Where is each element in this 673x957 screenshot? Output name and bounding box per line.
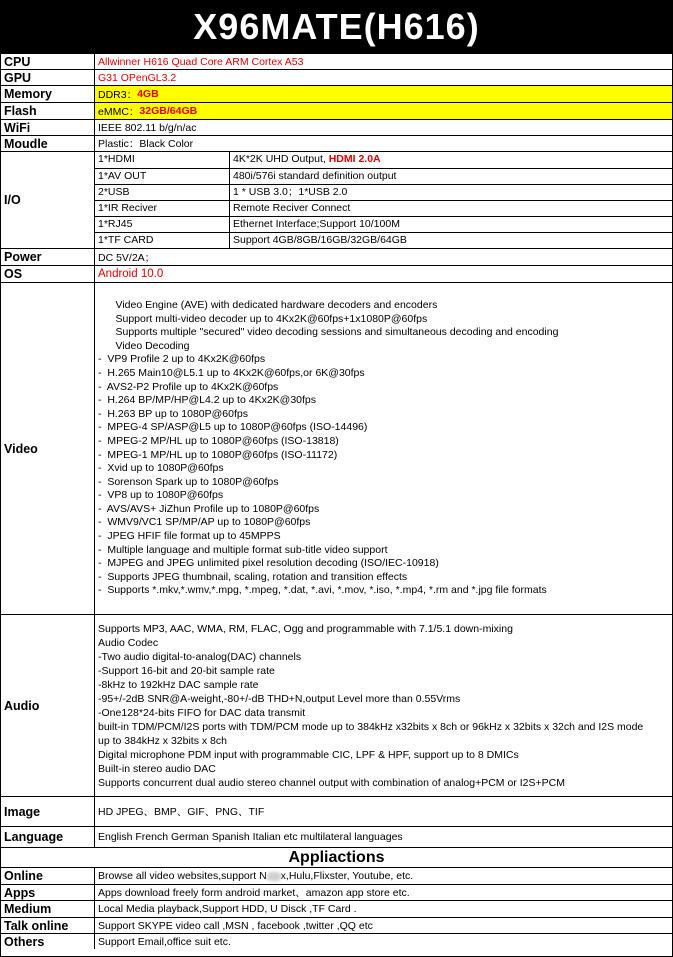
video-line: - MPEG-2 MP/HL up to 1080P@60fps (ISO-13818) xyxy=(98,434,339,447)
others-row xyxy=(1,933,672,949)
flash-value xyxy=(95,103,672,119)
audio-line: Supports concurrent dual audio stereo channel output with combination of analog+PCM or I2S+PCM xyxy=(98,776,565,789)
product-title: X96MATE(H616) xyxy=(1,1,672,53)
wifi-row xyxy=(1,119,672,135)
memory-value xyxy=(95,86,672,102)
video-line: - AVS/AVS+ JiZhun Profile up to 1080P@60fps xyxy=(98,502,320,515)
io-item xyxy=(95,232,672,248)
apps-label: Apps xyxy=(1,885,95,900)
language-label: Language xyxy=(1,827,95,847)
io-port: 1*TF CARD xyxy=(95,233,230,248)
video-line: - H.265 Main10@L5.1 up to 4Kx2K@60fps,or 6K@30fps xyxy=(98,366,365,379)
flash-size: 32GB/64GB xyxy=(139,105,198,117)
apps-row xyxy=(1,884,672,900)
video-spec-list xyxy=(95,283,558,614)
medium-label: Medium xyxy=(1,901,95,917)
io-item xyxy=(95,200,672,216)
io-desc: Support 4GB/8GB/16GB/32GB/64GB xyxy=(233,234,407,246)
memory-label: Memory xyxy=(1,86,95,102)
os-label: OS xyxy=(1,266,95,282)
audio-label: Audio xyxy=(1,615,95,796)
moudle-value: Plastic：Black Color xyxy=(98,138,194,150)
image-label: Image xyxy=(1,797,95,826)
wifi-value: IEEE 802.11 b/g/n/ac xyxy=(98,121,197,134)
audio-line: -8kHz to 192kHz DAC sample rate xyxy=(98,678,259,691)
audio-line: Supports MP3, AAC, WMA, RM, FLAC, Ogg and programmable with 7.1/5.1 down-mixing xyxy=(98,622,513,635)
video-line: - MPEG-4 SP/ASP@L5 up to 1080P@60fps (ISO-14496) xyxy=(98,421,368,434)
io-item xyxy=(95,152,672,168)
image-value: HD JPEG、BMP、GIF、PNG、TIF xyxy=(98,806,265,818)
video-line: - H.263 BP up to 1080P@60fps xyxy=(98,407,248,420)
gpu-label: GPU xyxy=(1,70,95,85)
wifi-label: WiFi xyxy=(1,120,95,135)
moudle-row xyxy=(1,135,672,151)
audio-line: -Support 16-bit and 20-bit sample rate xyxy=(98,664,275,677)
memory-type: DDR3： xyxy=(98,88,138,101)
audio-line: -95+/-2dB SNR@A-weight,-80+/-dB THD+N,output Level more than 0.55Vrms xyxy=(98,692,461,705)
audio-line: Digital microphone PDM input with programmable CIC, LPF & HPF, support up to 8 DMICs xyxy=(98,748,519,761)
power-value: DC 5V/2A； xyxy=(98,251,156,264)
memory-size: 4GB xyxy=(137,88,159,100)
video-line: - Multiple language and multiple format sub-title video support xyxy=(98,543,388,556)
io-port: 1*IR Reciver xyxy=(95,201,230,216)
video-line: - H.264 BP/MP/HP@L4.2 up to 4Kx2K@30fps xyxy=(98,394,317,407)
io-item xyxy=(95,216,672,232)
audio-line: built-in TDM/PCM/I2S ports with TDM/PCM mode up to 384kHz x32bits x 8ch or 96kHz x 32bits x 32ch and I2S mode xyxy=(98,720,644,733)
audio-spec-list xyxy=(95,615,643,796)
io-desc: 480i/576i standard definition output xyxy=(233,170,397,182)
video-line: - MPEG-1 MP/HL up to 1080P@60fps (ISO-11172) xyxy=(98,448,338,461)
video-line: Video Decoding xyxy=(98,339,190,352)
video-line: Support multi-video decoder up to 4Kx2K@60fps+1x1080P@60fps xyxy=(98,312,428,325)
video-line: Video Engine (AVE) with dedicated hardware decoders and encoders xyxy=(98,298,438,311)
cpu-label: CPU xyxy=(1,54,95,69)
language-row xyxy=(1,826,672,847)
online-text-end: x,Hulu,Flixster, Youtube, etc. xyxy=(280,870,414,882)
flash-row xyxy=(1,102,672,119)
video-line: - Supports JPEG thumbnail, scaling, rotation and transition effects xyxy=(98,570,408,583)
blurred-logo xyxy=(267,872,281,881)
video-row xyxy=(1,282,672,614)
flash-label: Flash xyxy=(1,103,95,119)
os-row xyxy=(1,265,672,282)
medium-value: Local Media playback,Support HDD, U Disck ,TF Card . xyxy=(98,903,357,915)
flash-type: eMMC： xyxy=(98,105,140,118)
medium-row xyxy=(1,900,672,917)
audio-line: -Two audio digital-to-analog(DAC) channels xyxy=(98,650,302,663)
audio-row xyxy=(1,614,672,796)
io-desc: Ethernet Interface;Support 10/100M xyxy=(233,218,400,230)
others-value: Support Email,office suit etc. xyxy=(98,935,231,948)
online-text-start: Browse all video websites,support N xyxy=(98,870,267,882)
power-row xyxy=(1,248,672,265)
cpu-value: Allwinner H616 Quad Core ARM Cortex A53 xyxy=(98,55,304,68)
video-line: - Sorenson Spark up to 1080P@60fps xyxy=(98,475,279,488)
online-label: Online xyxy=(1,868,95,884)
video-line: - WMV9/VC1 SP/MP/AP up to 1080P@60fps xyxy=(98,516,311,529)
io-desc xyxy=(230,152,672,168)
power-label: Power xyxy=(1,249,95,265)
memory-row xyxy=(1,85,672,102)
io-port: 1*RJ45 xyxy=(95,217,230,232)
hdmi-version: HDMI 2.0A xyxy=(328,153,381,165)
moudle-label: Moudle xyxy=(1,136,95,151)
cpu-row xyxy=(1,53,672,69)
io-port: 1*HDMI xyxy=(95,152,230,168)
io-port: 2*USB xyxy=(95,185,230,200)
io-item xyxy=(95,168,672,184)
image-row xyxy=(1,796,672,826)
talk-online-label: Talk online xyxy=(1,918,95,933)
applications-heading: Appliactions xyxy=(1,847,672,867)
online-value xyxy=(95,868,672,884)
io-label: I/O xyxy=(1,152,95,248)
video-line: - AVS2-P2 Profile up to 4Kx2K@60fps xyxy=(98,380,279,393)
others-label: Others xyxy=(1,934,95,949)
language-value: English French German Spanish Italian etc multilateral languages xyxy=(98,831,403,843)
io-desc: 1 * USB 3.0；1*USB 2.0 xyxy=(233,186,348,198)
audio-line: up to 384kHz x 32bits x 8ch xyxy=(98,734,227,747)
video-line: - Xvid up to 1080P@60fps xyxy=(98,462,224,475)
online-row xyxy=(1,867,672,884)
io-desc-text: 4K*2K UHD Output, xyxy=(233,153,329,165)
video-line: - VP8 up to 1080P@60fps xyxy=(98,489,224,502)
talk-online-row xyxy=(1,917,672,933)
io-row xyxy=(1,151,672,248)
video-line: - JPEG HFIF file format up to 45MPPS xyxy=(98,530,281,543)
gpu-value: G31 OPenGL3.2 xyxy=(98,71,177,84)
audio-line: -One128*24-bits FIFO for DAC data transmit xyxy=(98,706,306,719)
video-line: - Supports *.mkv,*.wmv,*.mpg, *.mpeg, *.dat, *.avi, *.mov, *.iso, *.mp4, *.rm and *.jpg file formats xyxy=(98,584,547,597)
io-item xyxy=(95,184,672,200)
talk-online-value: Support SKYPE video call ,MSN , facebook ,twitter ,QQ etc xyxy=(98,919,373,932)
video-line: - MJPEG and JPEG unlimited pixel resolution decoding (ISO/IEC-10918) xyxy=(98,557,439,570)
io-desc: Remote Reciver Connect xyxy=(233,202,351,214)
io-table xyxy=(95,152,672,248)
video-label: Video xyxy=(1,283,95,614)
apps-value: Apps download freely form android market、amazon app store etc. xyxy=(98,887,410,899)
video-line: Supports multiple "secured" video decoding sessions and simultaneous decoding and encoding xyxy=(98,326,559,339)
gpu-row xyxy=(1,69,672,85)
audio-line: Audio Codec xyxy=(98,636,159,649)
video-line: - VP9 Profile 2 up to 4Kx2K@60fps xyxy=(98,353,266,366)
audio-line: Built-in stereo audio DAC xyxy=(98,762,216,775)
os-value: Android 10.0 xyxy=(98,268,164,280)
io-port: 1*AV OUT xyxy=(95,169,230,184)
